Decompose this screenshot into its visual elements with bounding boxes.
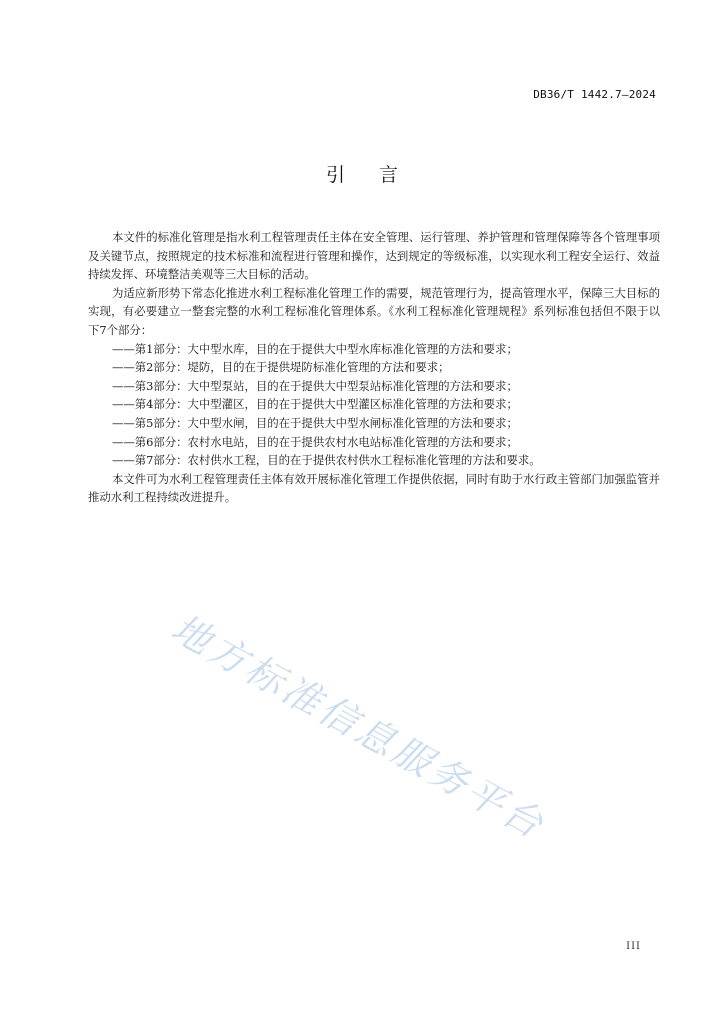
intro-paragraph-2: 为适应新形势下常态化推进水利工程标准化管理工作的需要，规范管理行为，提高管理水平，保障三大目标的实现，有必要建立一整套完整的水利工程标准化管理体系。《水利工程标准化管理规程》系列标准包括但不限于以下7个部分： bbox=[88, 285, 660, 337]
list-item: ——第3部分：大中型泵站，目的在于提供大中型泵站标准化管理的方法和要求； bbox=[111, 378, 518, 393]
page-number: III bbox=[626, 941, 641, 952]
list-item: ——第2部分：堤防，目的在于提供堤防标准化管理的方法和要求； bbox=[111, 360, 450, 375]
intro-paragraph-3: 本文件可为水利工程管理责任主体有效开展标准化管理工作提供依据，同时有助于水行政主管部门加强监管并推动水利工程持续改进提升。 bbox=[88, 471, 660, 505]
introduction-body bbox=[88, 228, 660, 507]
list-item: ——第4部分：大中型灌区，目的在于提供大中型灌区标准化管理的方法和要求； bbox=[111, 397, 518, 412]
list-item: ——第6部分：农村水电站，目的在于提供农村水电站标准化管理的方法和要求； bbox=[111, 434, 518, 449]
page-title: 引言 bbox=[325, 164, 432, 186]
list-item: ——第5部分：大中型水闸，目的在于提供大中型水闸标准化管理的方法和要求； bbox=[111, 415, 518, 430]
intro-paragraph-1: 本文件的标准化管理是指水利工程管理责任主体在安全管理、运行管理、养护管理和管理保障等各个管理事项及关键节点，按照规定的技术标准和流程进行管理和操作，达到规定的等级标准，以实现水利工程安全运行、效益持续发挥、环境整洁美观等三大目标的活动。 bbox=[88, 230, 660, 282]
parts-list bbox=[88, 340, 660, 470]
standard-code: DB36/T 1442.7—2024 bbox=[533, 88, 656, 101]
list-item: ——第1部分：大中型水库，目的在于提供大中型水库标准化管理的方法和要求； bbox=[111, 341, 518, 356]
watermark: 地方标准信息服务平台 bbox=[164, 605, 553, 848]
list-item: ——第7部分：农村供水工程，目的在于提供农村供水工程标准化管理的方法和要求。 bbox=[111, 453, 541, 468]
